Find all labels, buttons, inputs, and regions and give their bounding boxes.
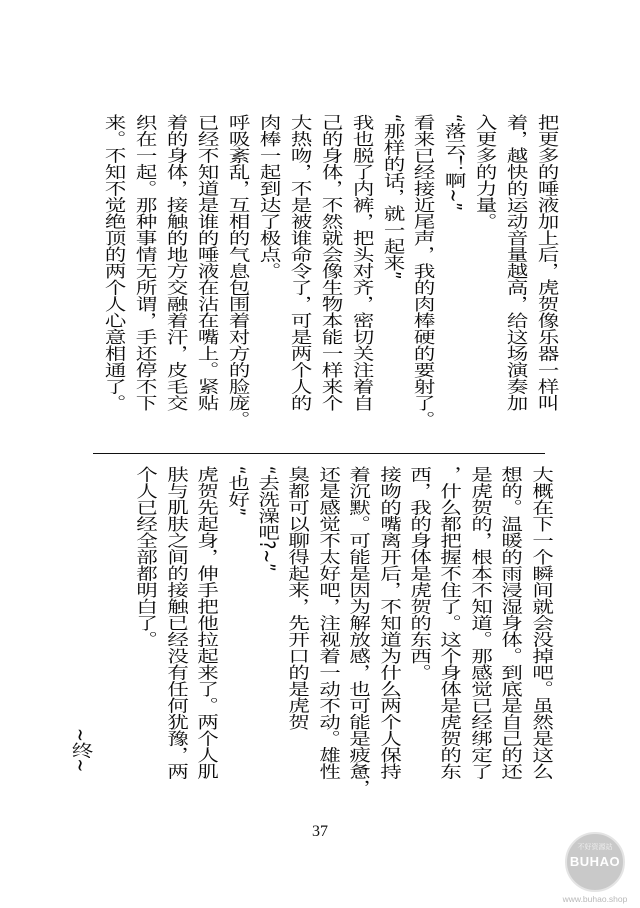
text-column: 个人已经全部都明白了。 (133, 466, 158, 648)
text-column: “去洗澡吧?~” (254, 466, 280, 572)
text-column: 己的身体，不然就会像生物本能一样来个 (318, 114, 343, 411)
text-column: 看来已经接近尾声，我的肉棒硬的要射了。 (410, 114, 436, 428)
text-column: “那样的话，就一起来” (379, 114, 405, 280)
text-column: 西，我的身体是虎贺的东西。 (406, 466, 432, 681)
text-column: 接吻的嘴离开后，不知道为什么两个人保持 (376, 466, 402, 780)
text-column: 着沉默。可能是因为解放感，也可能是疲惫， (345, 466, 371, 796)
watermark-url: www.buhao.shop (562, 894, 628, 904)
text-column: 还是感觉不太好吧，注视着一动不动。雄性 (315, 466, 341, 780)
text-column: 臭都可以聊得起来，先开口的是虎贺 (285, 466, 310, 730)
watermark-logo (558, 830, 632, 904)
end-mark: ~终~ (68, 728, 93, 773)
text-column: 呼吸紊乱，互相的气息包围着对方的脸庞。 (225, 114, 251, 428)
text-column: 想的。温暖的雨浸湿身体。到底是自己的还 (497, 466, 523, 780)
text-column: 肤与肌肤之间的接触已经没有任何犹豫，两 (163, 466, 189, 780)
text-column: 肉棒一起到达了极点。 (256, 114, 281, 279)
text-column: 大热吻，不是被谁命令了，可是两个人的 (287, 114, 312, 411)
text-column: 我也脱了内裤，把头对齐，密切关注着自 (348, 114, 374, 411)
text-column: 虎贺先起身，伸手把他拉起来了。两个人肌 (193, 466, 219, 780)
text-column: ，什么都把握不住了。这个身体是虎贺的东 (437, 466, 462, 780)
bottom-text-block (129, 466, 555, 796)
watermark-brand: BUHAO (569, 854, 621, 869)
text-column: 着的身体，接触的地方交融着汗，皮毛交 (163, 114, 189, 411)
text-column: 着，越快的运动音量越高，给这场演奏加 (503, 114, 529, 411)
text-column: 把更多的唾液加上后，虎贺像乐器一样叫 (534, 114, 560, 411)
text-column: 大概在下一个瞬间就会没掉吧。虽然是这么 (528, 466, 554, 780)
text-column: 是虎贺的，根本不知道。那感觉已经绑定了 (467, 466, 493, 780)
section-divider (93, 453, 545, 454)
top-text-block (97, 114, 561, 428)
text-column: 织在一起。那种事情无所谓，手还停不下 (132, 114, 158, 411)
text-column: “落云！啊~” (441, 114, 467, 211)
watermark-site: 不好资源站 (577, 843, 613, 851)
text-column: 已经不知道是谁的唾液在沾在嘴上。紧贴 (194, 114, 220, 411)
text-column: 入更多的力量。 (472, 114, 498, 230)
text-column: 来。不知不觉绝顶的两个人心意相通了。 (101, 114, 127, 411)
page-number: 37 (312, 823, 328, 840)
text-column: “也好” (224, 466, 249, 517)
